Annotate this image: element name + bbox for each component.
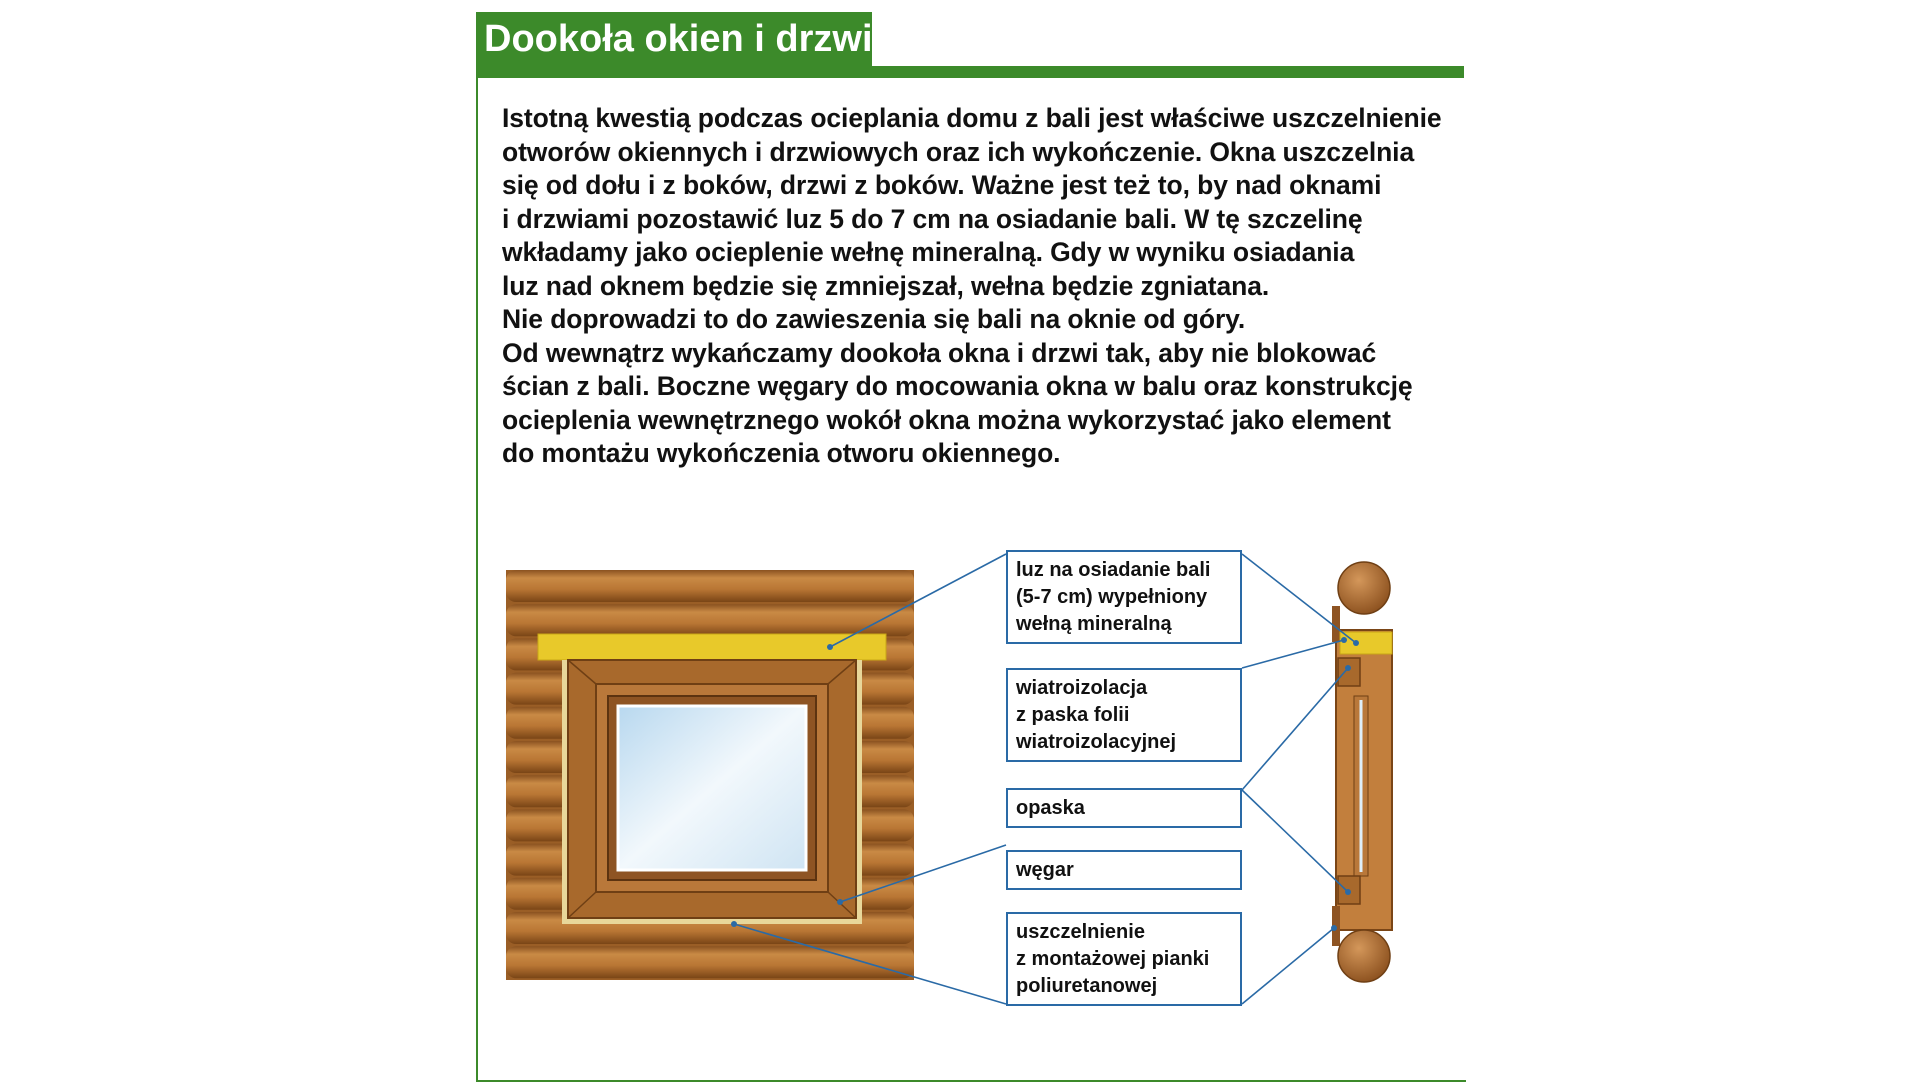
- log-course: [506, 604, 914, 636]
- label-foam-seal: uszczelnienie z montażowej pianki poliuretanowej: [1006, 912, 1242, 1006]
- body-text: [502, 102, 1462, 471]
- window-glass: [618, 706, 806, 870]
- body-line: ścian z bali. Boczne węgary do mocowania okna w balu oraz konstrukcję: [502, 371, 1413, 401]
- title-rule: [476, 66, 1464, 78]
- body-line: ocieplenia wewnętrznego wokół okna można wykorzystać jako element: [502, 404, 1391, 435]
- label-jamb: węgar: [1006, 850, 1242, 890]
- body-line: Nie doprowadzi to do zawieszenia się bali na oknie od góry.: [502, 304, 1246, 334]
- body-line: Od wewnątrz wykańczamy dookoła okna i drzwi tak, aby nie blokować: [502, 337, 1377, 368]
- section-view: [1332, 562, 1392, 982]
- label-settlement-gap: luz na osiadanie bali (5-7 cm) wypełniony wełną mineralną: [1006, 550, 1242, 644]
- log-course: [506, 946, 914, 978]
- mineral-wool-strip: [538, 634, 886, 660]
- section-title: Dookoła okien i drzwi: [476, 12, 872, 66]
- window-frame: [562, 660, 862, 924]
- body-line: i drzwiami pozostawić luz 5 do 7 cm na osiadanie bali. W tę szczelinę: [502, 203, 1363, 234]
- label-trim: opaska: [1006, 788, 1242, 828]
- body-line: się od dołu i z boków, drzwi z boków. Ważne jest też to, by nad oknami: [502, 170, 1382, 200]
- body-line: wkładamy jako ocieplenie wełnę mineralną. Gdy w wyniku osiadania: [502, 237, 1355, 267]
- window-diagram: [476, 540, 1464, 1020]
- body-line: luz nad oknem będzie się zmniejszał, wełna będzie zgniatana.: [502, 270, 1270, 301]
- body-line: otworów okiennych i drzwiowych oraz ich wykończenie. Okna uszczelnia: [502, 136, 1415, 167]
- body-line: Istotną kwestią podczas ocieplania domu z bali jest właściwe uszczelnienie: [502, 103, 1442, 133]
- log-course: [506, 570, 914, 602]
- label-wind-barrier: wiatroizolacja z paska folii wiatroizolacyjnej: [1006, 668, 1242, 762]
- body-line: do montażu wykończenia otworu okiennego.: [502, 438, 1061, 468]
- diagram-drawing: [476, 540, 1464, 1020]
